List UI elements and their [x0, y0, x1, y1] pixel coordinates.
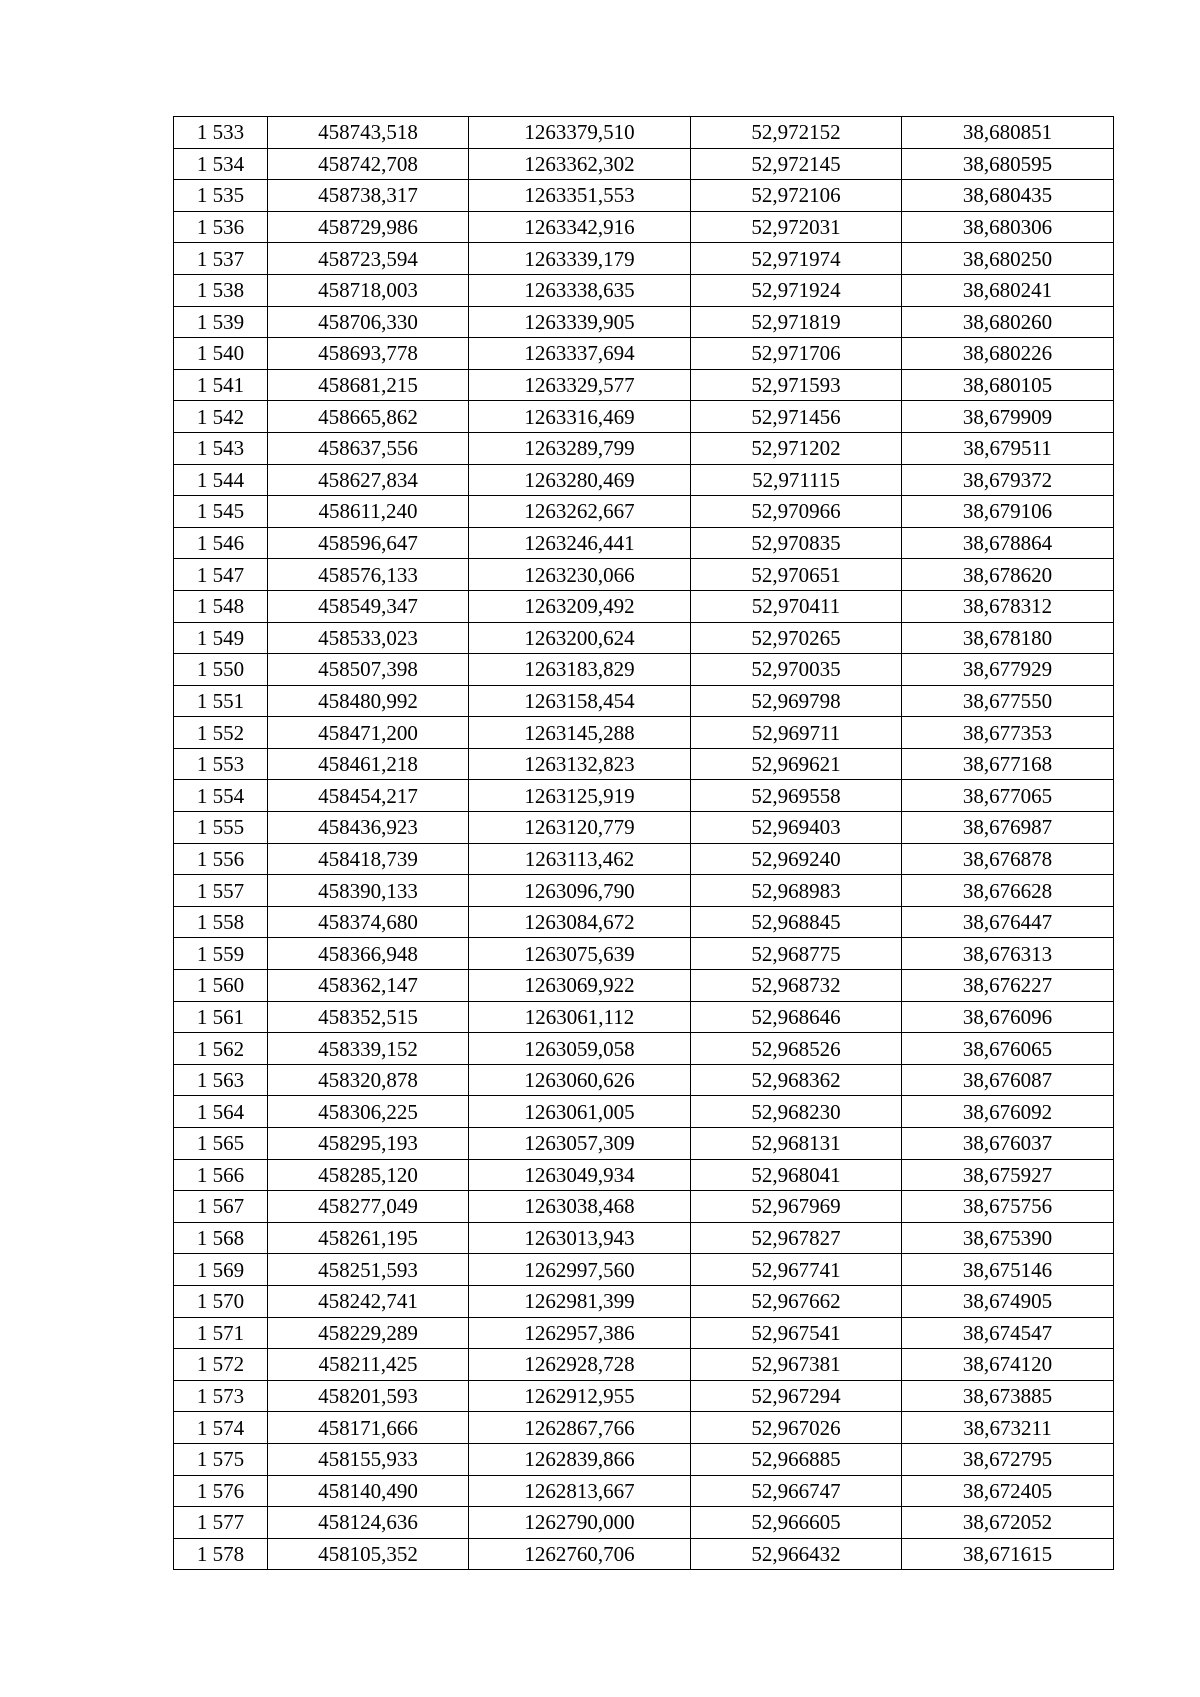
longitude-cell: 38,678180: [902, 622, 1114, 654]
x-coordinate-cell: 458140,490: [268, 1475, 469, 1507]
latitude-cell: 52,969621: [691, 748, 902, 780]
table-row: [174, 1443, 1114, 1475]
x-coordinate-cell: 458155,933: [268, 1443, 469, 1475]
point-number-cell: 1 546: [174, 527, 268, 559]
y-coordinate-cell: 1262867,766: [469, 1412, 691, 1444]
y-coordinate-cell: 1263069,922: [469, 970, 691, 1002]
x-coordinate-cell: 458352,515: [268, 1001, 469, 1033]
latitude-cell: 52,967541: [691, 1317, 902, 1349]
table-row: [174, 843, 1114, 875]
point-number-cell: 1 537: [174, 243, 268, 275]
longitude-cell: 38,678620: [902, 559, 1114, 591]
y-coordinate-cell: 1263013,943: [469, 1222, 691, 1254]
latitude-cell: 52,969403: [691, 812, 902, 844]
x-coordinate-cell: 458507,398: [268, 654, 469, 686]
x-coordinate-cell: 458576,133: [268, 559, 469, 591]
table-row: [174, 1475, 1114, 1507]
x-coordinate-cell: 458596,647: [268, 527, 469, 559]
longitude-cell: 38,675146: [902, 1254, 1114, 1286]
x-coordinate-cell: 458723,594: [268, 243, 469, 275]
point-number-cell: 1 556: [174, 843, 268, 875]
longitude-cell: 38,676987: [902, 812, 1114, 844]
x-coordinate-cell: 458251,593: [268, 1254, 469, 1286]
table-row: [174, 338, 1114, 370]
table-row: [174, 369, 1114, 401]
y-coordinate-cell: 1263339,905: [469, 306, 691, 338]
longitude-cell: 38,676628: [902, 875, 1114, 907]
point-number-cell: 1 561: [174, 1001, 268, 1033]
table-row: [174, 464, 1114, 496]
latitude-cell: 52,970835: [691, 527, 902, 559]
latitude-cell: 52,967662: [691, 1285, 902, 1317]
longitude-cell: 38,673211: [902, 1412, 1114, 1444]
table-row: [174, 1285, 1114, 1317]
x-coordinate-cell: 458124,636: [268, 1507, 469, 1539]
point-number-cell: 1 544: [174, 464, 268, 496]
point-number-cell: 1 574: [174, 1412, 268, 1444]
longitude-cell: 38,677168: [902, 748, 1114, 780]
x-coordinate-cell: 458706,330: [268, 306, 469, 338]
point-number-cell: 1 542: [174, 401, 268, 433]
point-number-cell: 1 559: [174, 938, 268, 970]
y-coordinate-cell: 1262957,386: [469, 1317, 691, 1349]
point-number-cell: 1 562: [174, 1033, 268, 1065]
point-number-cell: 1 577: [174, 1507, 268, 1539]
x-coordinate-cell: 458171,666: [268, 1412, 469, 1444]
y-coordinate-cell: 1262813,667: [469, 1475, 691, 1507]
latitude-cell: 52,969711: [691, 717, 902, 749]
y-coordinate-cell: 1263337,694: [469, 338, 691, 370]
table-row: [174, 1538, 1114, 1570]
longitude-cell: 38,677550: [902, 685, 1114, 717]
longitude-cell: 38,677353: [902, 717, 1114, 749]
latitude-cell: 52,967026: [691, 1412, 902, 1444]
latitude-cell: 52,972106: [691, 180, 902, 212]
y-coordinate-cell: 1263262,667: [469, 496, 691, 528]
y-coordinate-cell: 1263379,510: [469, 117, 691, 149]
longitude-cell: 38,676096: [902, 1001, 1114, 1033]
point-number-cell: 1 554: [174, 780, 268, 812]
longitude-cell: 38,679106: [902, 496, 1114, 528]
y-coordinate-cell: 1262839,866: [469, 1443, 691, 1475]
y-coordinate-cell: 1262912,955: [469, 1380, 691, 1412]
latitude-cell: 52,970411: [691, 590, 902, 622]
table-row: [174, 432, 1114, 464]
table-row: [174, 906, 1114, 938]
longitude-cell: 38,675756: [902, 1191, 1114, 1223]
latitude-cell: 52,971593: [691, 369, 902, 401]
y-coordinate-cell: 1263351,553: [469, 180, 691, 212]
y-coordinate-cell: 1263061,112: [469, 1001, 691, 1033]
latitude-cell: 52,971706: [691, 338, 902, 370]
latitude-cell: 52,971819: [691, 306, 902, 338]
table-row: [174, 148, 1114, 180]
y-coordinate-cell: 1263145,288: [469, 717, 691, 749]
longitude-cell: 38,680226: [902, 338, 1114, 370]
x-coordinate-cell: 458436,923: [268, 812, 469, 844]
x-coordinate-cell: 458229,289: [268, 1317, 469, 1349]
y-coordinate-cell: 1263342,916: [469, 211, 691, 243]
table-row: [174, 1096, 1114, 1128]
x-coordinate-cell: 458533,023: [268, 622, 469, 654]
table-row: [174, 685, 1114, 717]
y-coordinate-cell: 1262760,706: [469, 1538, 691, 1570]
x-coordinate-cell: 458681,215: [268, 369, 469, 401]
y-coordinate-cell: 1262981,399: [469, 1285, 691, 1317]
latitude-cell: 52,971974: [691, 243, 902, 275]
y-coordinate-cell: 1263132,823: [469, 748, 691, 780]
longitude-cell: 38,679372: [902, 464, 1114, 496]
table-row: [174, 1159, 1114, 1191]
latitude-cell: 52,967969: [691, 1191, 902, 1223]
x-coordinate-cell: 458729,986: [268, 211, 469, 243]
table-row: [174, 717, 1114, 749]
latitude-cell: 52,967741: [691, 1254, 902, 1286]
point-number-cell: 1 545: [174, 496, 268, 528]
point-number-cell: 1 566: [174, 1159, 268, 1191]
y-coordinate-cell: 1263057,309: [469, 1128, 691, 1160]
x-coordinate-cell: 458362,147: [268, 970, 469, 1002]
table-row: [174, 496, 1114, 528]
latitude-cell: 52,968845: [691, 906, 902, 938]
x-coordinate-cell: 458105,352: [268, 1538, 469, 1570]
longitude-cell: 38,678864: [902, 527, 1114, 559]
x-coordinate-cell: 458285,120: [268, 1159, 469, 1191]
longitude-cell: 38,675927: [902, 1159, 1114, 1191]
point-number-cell: 1 535: [174, 180, 268, 212]
table-row: [174, 527, 1114, 559]
y-coordinate-cell: 1263200,624: [469, 622, 691, 654]
longitude-cell: 38,679909: [902, 401, 1114, 433]
longitude-cell: 38,680260: [902, 306, 1114, 338]
x-coordinate-cell: 458418,739: [268, 843, 469, 875]
point-number-cell: 1 549: [174, 622, 268, 654]
y-coordinate-cell: 1263125,919: [469, 780, 691, 812]
x-coordinate-cell: 458549,347: [268, 590, 469, 622]
point-number-cell: 1 564: [174, 1096, 268, 1128]
point-number-cell: 1 573: [174, 1380, 268, 1412]
table-row: [174, 1317, 1114, 1349]
latitude-cell: 52,970966: [691, 496, 902, 528]
longitude-cell: 38,680241: [902, 274, 1114, 306]
longitude-cell: 38,672052: [902, 1507, 1114, 1539]
latitude-cell: 52,968362: [691, 1064, 902, 1096]
x-coordinate-cell: 458390,133: [268, 875, 469, 907]
table-row: [174, 559, 1114, 591]
table-row: [174, 1412, 1114, 1444]
latitude-cell: 52,967827: [691, 1222, 902, 1254]
y-coordinate-cell: 1263120,779: [469, 812, 691, 844]
point-number-cell: 1 572: [174, 1349, 268, 1381]
table-row: [174, 812, 1114, 844]
table-row: [174, 748, 1114, 780]
point-number-cell: 1 541: [174, 369, 268, 401]
table-row: [174, 1128, 1114, 1160]
x-coordinate-cell: 458454,217: [268, 780, 469, 812]
x-coordinate-cell: 458339,152: [268, 1033, 469, 1065]
y-coordinate-cell: 1263339,179: [469, 243, 691, 275]
point-number-cell: 1 553: [174, 748, 268, 780]
point-number-cell: 1 543: [174, 432, 268, 464]
longitude-cell: 38,677929: [902, 654, 1114, 686]
point-number-cell: 1 539: [174, 306, 268, 338]
table-row: [174, 622, 1114, 654]
x-coordinate-cell: 458277,049: [268, 1191, 469, 1223]
table-row: [174, 401, 1114, 433]
point-number-cell: 1 578: [174, 1538, 268, 1570]
longitude-cell: 38,678312: [902, 590, 1114, 622]
longitude-cell: 38,680435: [902, 180, 1114, 212]
point-number-cell: 1 570: [174, 1285, 268, 1317]
latitude-cell: 52,969240: [691, 843, 902, 875]
point-number-cell: 1 571: [174, 1317, 268, 1349]
x-coordinate-cell: 458306,225: [268, 1096, 469, 1128]
point-number-cell: 1 555: [174, 812, 268, 844]
point-number-cell: 1 557: [174, 875, 268, 907]
longitude-cell: 38,674547: [902, 1317, 1114, 1349]
point-number-cell: 1 536: [174, 211, 268, 243]
longitude-cell: 38,674905: [902, 1285, 1114, 1317]
y-coordinate-cell: 1263038,468: [469, 1191, 691, 1223]
y-coordinate-cell: 1263289,799: [469, 432, 691, 464]
x-coordinate-cell: 458742,708: [268, 148, 469, 180]
y-coordinate-cell: 1263158,454: [469, 685, 691, 717]
table-row: [174, 1222, 1114, 1254]
latitude-cell: 52,971456: [691, 401, 902, 433]
x-coordinate-cell: 458261,195: [268, 1222, 469, 1254]
longitude-cell: 38,676313: [902, 938, 1114, 970]
point-number-cell: 1 550: [174, 654, 268, 686]
x-coordinate-cell: 458743,518: [268, 117, 469, 149]
y-coordinate-cell: 1263338,635: [469, 274, 691, 306]
table-row: [174, 590, 1114, 622]
x-coordinate-cell: 458471,200: [268, 717, 469, 749]
table-row: [174, 117, 1114, 149]
latitude-cell: 52,971202: [691, 432, 902, 464]
point-number-cell: 1 567: [174, 1191, 268, 1223]
table-row: [174, 970, 1114, 1002]
latitude-cell: 52,968041: [691, 1159, 902, 1191]
latitude-cell: 52,966432: [691, 1538, 902, 1570]
longitude-cell: 38,680105: [902, 369, 1114, 401]
x-coordinate-cell: 458665,862: [268, 401, 469, 433]
longitude-cell: 38,676037: [902, 1128, 1114, 1160]
latitude-cell: 52,968732: [691, 970, 902, 1002]
latitude-cell: 52,972031: [691, 211, 902, 243]
coordinates-table-body: [174, 117, 1114, 1570]
table-row: [174, 1507, 1114, 1539]
x-coordinate-cell: 458627,834: [268, 464, 469, 496]
point-number-cell: 1 547: [174, 559, 268, 591]
table-row: [174, 211, 1114, 243]
y-coordinate-cell: 1263049,934: [469, 1159, 691, 1191]
latitude-cell: 52,966885: [691, 1443, 902, 1475]
y-coordinate-cell: 1262997,560: [469, 1254, 691, 1286]
x-coordinate-cell: 458201,593: [268, 1380, 469, 1412]
x-coordinate-cell: 458718,003: [268, 274, 469, 306]
latitude-cell: 52,969558: [691, 780, 902, 812]
latitude-cell: 52,968983: [691, 875, 902, 907]
point-number-cell: 1 560: [174, 970, 268, 1002]
x-coordinate-cell: 458461,218: [268, 748, 469, 780]
point-number-cell: 1 568: [174, 1222, 268, 1254]
longitude-cell: 38,680595: [902, 148, 1114, 180]
latitude-cell: 52,968131: [691, 1128, 902, 1160]
longitude-cell: 38,679511: [902, 432, 1114, 464]
x-coordinate-cell: 458693,778: [268, 338, 469, 370]
longitude-cell: 38,673885: [902, 1380, 1114, 1412]
x-coordinate-cell: 458480,992: [268, 685, 469, 717]
x-coordinate-cell: 458320,878: [268, 1064, 469, 1096]
latitude-cell: 52,969798: [691, 685, 902, 717]
coordinates-table: [173, 116, 1114, 1570]
latitude-cell: 52,971115: [691, 464, 902, 496]
point-number-cell: 1 548: [174, 590, 268, 622]
longitude-cell: 38,677065: [902, 780, 1114, 812]
latitude-cell: 52,971924: [691, 274, 902, 306]
latitude-cell: 52,966747: [691, 1475, 902, 1507]
table-row: [174, 274, 1114, 306]
y-coordinate-cell: 1263113,462: [469, 843, 691, 875]
y-coordinate-cell: 1263084,672: [469, 906, 691, 938]
point-number-cell: 1 534: [174, 148, 268, 180]
x-coordinate-cell: 458242,741: [268, 1285, 469, 1317]
latitude-cell: 52,968775: [691, 938, 902, 970]
y-coordinate-cell: 1262790,000: [469, 1507, 691, 1539]
longitude-cell: 38,675390: [902, 1222, 1114, 1254]
longitude-cell: 38,676087: [902, 1064, 1114, 1096]
x-coordinate-cell: 458295,193: [268, 1128, 469, 1160]
y-coordinate-cell: 1263209,492: [469, 590, 691, 622]
table-row: [174, 243, 1114, 275]
point-number-cell: 1 575: [174, 1443, 268, 1475]
longitude-cell: 38,671615: [902, 1538, 1114, 1570]
y-coordinate-cell: 1263096,790: [469, 875, 691, 907]
table-row: [174, 1064, 1114, 1096]
y-coordinate-cell: 1263362,302: [469, 148, 691, 180]
point-number-cell: 1 569: [174, 1254, 268, 1286]
longitude-cell: 38,676227: [902, 970, 1114, 1002]
point-number-cell: 1 576: [174, 1475, 268, 1507]
latitude-cell: 52,967381: [691, 1349, 902, 1381]
table-row: [174, 1001, 1114, 1033]
table-row: [174, 938, 1114, 970]
longitude-cell: 38,676447: [902, 906, 1114, 938]
y-coordinate-cell: 1263075,639: [469, 938, 691, 970]
point-number-cell: 1 552: [174, 717, 268, 749]
y-coordinate-cell: 1263060,626: [469, 1064, 691, 1096]
point-number-cell: 1 558: [174, 906, 268, 938]
latitude-cell: 52,967294: [691, 1380, 902, 1412]
longitude-cell: 38,676092: [902, 1096, 1114, 1128]
point-number-cell: 1 551: [174, 685, 268, 717]
y-coordinate-cell: 1263230,066: [469, 559, 691, 591]
latitude-cell: 52,972152: [691, 117, 902, 149]
y-coordinate-cell: 1263061,005: [469, 1096, 691, 1128]
latitude-cell: 52,970035: [691, 654, 902, 686]
table-row: [174, 180, 1114, 212]
table-row: [174, 875, 1114, 907]
longitude-cell: 38,672795: [902, 1443, 1114, 1475]
latitude-cell: 52,972145: [691, 148, 902, 180]
latitude-cell: 52,968646: [691, 1001, 902, 1033]
point-number-cell: 1 563: [174, 1064, 268, 1096]
table-row: [174, 306, 1114, 338]
y-coordinate-cell: 1263329,577: [469, 369, 691, 401]
point-number-cell: 1 533: [174, 117, 268, 149]
latitude-cell: 52,966605: [691, 1507, 902, 1539]
x-coordinate-cell: 458637,556: [268, 432, 469, 464]
longitude-cell: 38,680250: [902, 243, 1114, 275]
longitude-cell: 38,672405: [902, 1475, 1114, 1507]
y-coordinate-cell: 1263246,441: [469, 527, 691, 559]
y-coordinate-cell: 1263316,469: [469, 401, 691, 433]
table-row: [174, 654, 1114, 686]
point-number-cell: 1 565: [174, 1128, 268, 1160]
table-row: [174, 1380, 1114, 1412]
table-row: [174, 1033, 1114, 1065]
table-row: [174, 1349, 1114, 1381]
longitude-cell: 38,680306: [902, 211, 1114, 243]
x-coordinate-cell: 458374,680: [268, 906, 469, 938]
longitude-cell: 38,674120: [902, 1349, 1114, 1381]
y-coordinate-cell: 1263183,829: [469, 654, 691, 686]
point-number-cell: 1 540: [174, 338, 268, 370]
table-row: [174, 780, 1114, 812]
x-coordinate-cell: 458366,948: [268, 938, 469, 970]
y-coordinate-cell: 1263059,058: [469, 1033, 691, 1065]
y-coordinate-cell: 1262928,728: [469, 1349, 691, 1381]
y-coordinate-cell: 1263280,469: [469, 464, 691, 496]
table-row: [174, 1254, 1114, 1286]
latitude-cell: 52,968230: [691, 1096, 902, 1128]
longitude-cell: 38,676065: [902, 1033, 1114, 1065]
latitude-cell: 52,970265: [691, 622, 902, 654]
x-coordinate-cell: 458738,317: [268, 180, 469, 212]
x-coordinate-cell: 458611,240: [268, 496, 469, 528]
longitude-cell: 38,680851: [902, 117, 1114, 149]
table-row: [174, 1191, 1114, 1223]
latitude-cell: 52,970651: [691, 559, 902, 591]
point-number-cell: 1 538: [174, 274, 268, 306]
x-coordinate-cell: 458211,425: [268, 1349, 469, 1381]
longitude-cell: 38,676878: [902, 843, 1114, 875]
latitude-cell: 52,968526: [691, 1033, 902, 1065]
